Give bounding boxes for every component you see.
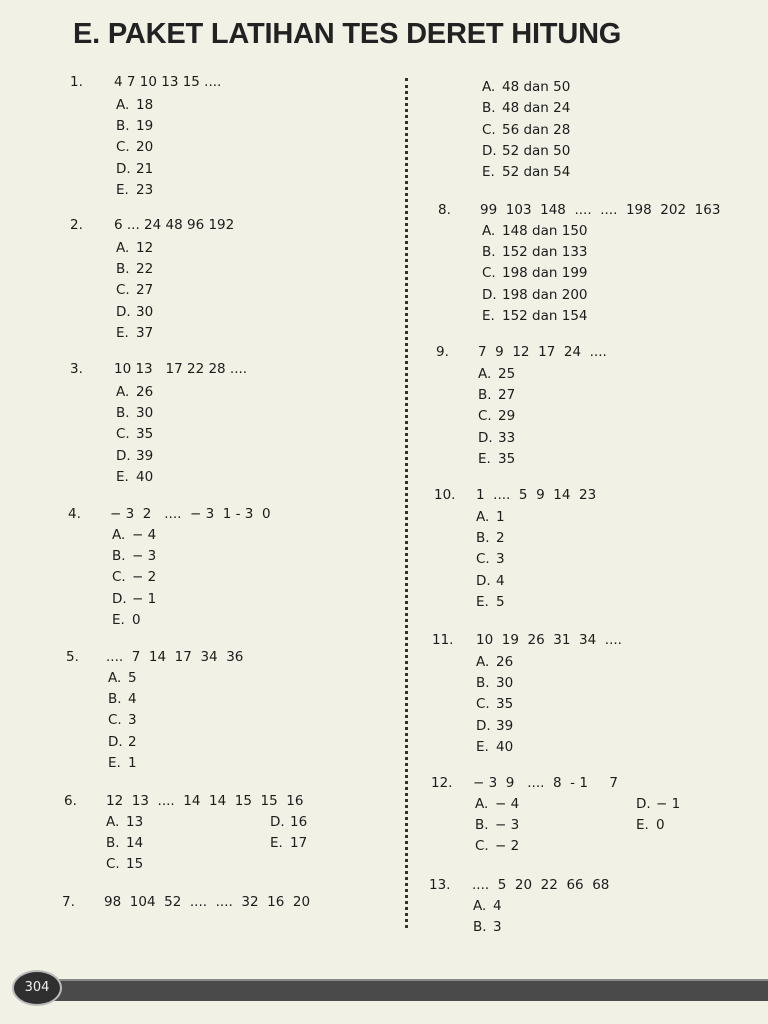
answer-option [482, 221, 588, 242]
option-value: 35 [136, 426, 154, 443]
number-sequence: 10 13 17 22 28 .... [114, 361, 248, 377]
answer-option [476, 592, 505, 613]
option-letter: B. [475, 817, 489, 833]
option-letter: B. [106, 835, 120, 851]
option-letter: A. [116, 240, 130, 256]
number-sequence: − 3 9 .... 8 - 1 7 [473, 775, 618, 791]
answer-option [476, 737, 513, 758]
answer-option [476, 571, 505, 592]
option-value: − 3 [132, 548, 157, 565]
answer-option [482, 98, 570, 119]
option-letter: C. [476, 696, 490, 713]
answer-option [116, 446, 153, 467]
answer-option [108, 710, 137, 731]
question-number: 11. [432, 632, 454, 648]
answer-option [116, 95, 153, 116]
answer-option [482, 263, 588, 284]
option-value: 152 dan 154 [502, 307, 588, 324]
option-letter: B. [112, 548, 126, 565]
number-sequence: − 3 2 .... − 3 1 - 3 0 [110, 506, 271, 522]
question-number: 5. [66, 649, 79, 665]
answer-option [482, 141, 570, 162]
option-letter: C. [116, 282, 130, 299]
option-value: 56 dan 28 [502, 121, 571, 138]
option-value: 0 [132, 611, 141, 628]
question-number: 7. [62, 894, 75, 910]
footer-bar [40, 979, 768, 1001]
answer-option [112, 589, 156, 610]
question-number: 1. [70, 74, 83, 90]
option-letter: A. [106, 814, 120, 830]
option-value: 37 [136, 324, 154, 341]
option-letter: A. [482, 79, 496, 95]
answer-option [482, 285, 588, 306]
answer-option [476, 694, 513, 715]
option-letter: B. [478, 387, 492, 404]
answer-option [270, 812, 307, 833]
option-letter: A. [108, 670, 122, 686]
option-letter: D. [116, 447, 131, 464]
option-value: 29 [498, 408, 516, 425]
option-value: 5 [128, 670, 137, 686]
option-letter: D. [108, 733, 123, 750]
option-letter: E. [478, 450, 491, 467]
answer-option [636, 794, 680, 815]
option-value: 40 [136, 468, 154, 485]
option-value: 152 dan 133 [502, 244, 588, 261]
column-divider [405, 78, 408, 928]
answer-option [473, 896, 502, 917]
answer-option [482, 77, 570, 98]
option-value: 39 [136, 447, 154, 464]
option-letter: E. [112, 611, 125, 628]
option-letter: B. [476, 675, 490, 692]
option-letter: D. [116, 160, 131, 177]
option-value: − 3 [495, 817, 520, 833]
answer-option [116, 238, 153, 259]
answer-option [476, 652, 513, 673]
number-sequence: 98 104 52 .... .... 32 16 20 [104, 894, 311, 910]
option-value: 26 [136, 384, 154, 400]
option-value: 148 dan 150 [502, 223, 588, 239]
answer-option [476, 673, 513, 694]
option-value: 3 [493, 919, 502, 936]
option-value: − 4 [132, 527, 157, 543]
option-letter: A. [476, 654, 490, 670]
number-sequence: .... 7 14 17 34 36 [106, 649, 244, 665]
option-letter: D. [636, 796, 651, 812]
option-letter: A. [476, 509, 490, 525]
option-value: 40 [496, 738, 514, 755]
option-value: 17 [290, 835, 308, 851]
answer-option [482, 242, 588, 263]
option-value: 0 [656, 817, 665, 833]
answer-option [112, 610, 141, 631]
question-number: 8. [438, 202, 451, 218]
answer-option [112, 525, 156, 546]
option-value: 198 dan 199 [502, 265, 588, 282]
option-value: 20 [136, 139, 154, 156]
question-number: 2. [70, 217, 83, 233]
option-letter: A. [473, 898, 487, 914]
option-letter: E. [116, 468, 129, 485]
answer-option [116, 280, 153, 301]
answer-option [116, 180, 153, 201]
option-value: − 1 [132, 590, 157, 607]
option-letter: E. [108, 754, 121, 771]
option-value: 1 [496, 509, 505, 525]
option-value: 19 [136, 118, 154, 135]
option-letter: D. [482, 142, 497, 159]
answer-option [475, 836, 519, 857]
option-letter: C. [476, 551, 490, 568]
answer-option [476, 716, 513, 737]
answer-option [475, 794, 519, 815]
option-value: 22 [136, 261, 154, 278]
option-letter: C. [116, 426, 130, 443]
option-letter: D. [476, 717, 491, 734]
answer-option [482, 120, 570, 141]
option-value: 4 [128, 691, 137, 708]
option-value: 14 [126, 835, 144, 851]
answer-option [116, 159, 153, 180]
option-value: 2 [496, 530, 505, 547]
option-value: 25 [498, 366, 516, 382]
option-letter: E. [270, 835, 283, 851]
answer-option [476, 507, 505, 528]
option-value: 4 [496, 572, 505, 589]
question-number: 9. [436, 344, 449, 360]
option-value: 35 [498, 450, 516, 467]
option-value: 13 [126, 814, 144, 830]
option-value: 198 dan 200 [502, 286, 588, 303]
answer-option [482, 306, 588, 327]
option-letter: A. [116, 97, 130, 113]
number-sequence: 12 13 .... 14 14 15 15 16 [106, 793, 304, 809]
answer-option [475, 815, 519, 836]
answer-option [478, 364, 515, 385]
question-number: 10. [434, 487, 456, 503]
option-letter: A. [478, 366, 492, 382]
option-letter: D. [112, 590, 127, 607]
option-letter: D. [478, 429, 493, 446]
option-value: 33 [498, 429, 516, 446]
option-value: − 1 [656, 796, 681, 812]
answer-option [270, 833, 307, 854]
option-value: 3 [496, 551, 505, 568]
answer-option [116, 382, 153, 403]
option-value: 30 [136, 405, 154, 422]
option-value: 35 [496, 696, 514, 713]
option-letter: A. [475, 796, 489, 812]
question-number: 3. [70, 361, 83, 377]
number-sequence: 10 19 26 31 34 .... [476, 632, 622, 648]
option-letter: D. [116, 303, 131, 320]
option-letter: E. [116, 324, 129, 341]
answer-option [116, 424, 153, 445]
option-letter: B. [116, 261, 130, 278]
question-number: 13. [429, 877, 451, 893]
answer-option [116, 403, 153, 424]
option-letter: B. [476, 530, 490, 547]
option-value: 21 [136, 160, 154, 177]
question-number: 6. [64, 793, 77, 809]
option-value: 12 [136, 240, 154, 256]
option-value: 39 [496, 717, 514, 734]
option-letter: E. [482, 307, 495, 324]
option-letter: B. [482, 100, 496, 117]
option-letter: D. [482, 286, 497, 303]
option-letter: D. [476, 572, 491, 589]
answer-option [106, 854, 143, 875]
option-letter: B. [116, 118, 130, 135]
answer-option [108, 753, 137, 774]
option-value: 48 dan 24 [502, 100, 571, 117]
answer-option [116, 302, 153, 323]
option-letter: C. [482, 265, 496, 282]
answer-option [112, 546, 156, 567]
question-number: 12. [431, 775, 453, 791]
option-value: 27 [498, 387, 516, 404]
option-value: 1 [128, 754, 137, 771]
answer-option [478, 449, 515, 470]
answer-option [112, 567, 156, 588]
number-sequence: 7 9 12 17 24 .... [478, 344, 607, 360]
option-letter: C. [478, 408, 492, 425]
option-value: 15 [126, 856, 144, 872]
option-value: 30 [136, 303, 154, 320]
option-letter: C. [482, 121, 496, 138]
option-value: 52 dan 50 [502, 142, 571, 159]
answer-option [116, 116, 153, 137]
option-letter: B. [473, 919, 487, 936]
answer-option [473, 917, 502, 938]
option-letter: C. [112, 569, 126, 586]
page-number: 304 [12, 970, 62, 1006]
option-value: 26 [496, 654, 514, 670]
option-letter: C. [475, 838, 489, 854]
answer-option [478, 406, 515, 427]
option-value: 4 [493, 898, 502, 914]
answer-option [108, 732, 137, 753]
answer-option [108, 689, 137, 710]
option-letter: C. [108, 712, 122, 729]
answer-option [476, 528, 505, 549]
answer-option [478, 385, 515, 406]
question-number: 4. [68, 506, 81, 522]
option-value: 3 [128, 712, 137, 729]
answer-option [116, 259, 153, 280]
option-letter: D. [270, 814, 285, 830]
option-value: 27 [136, 282, 154, 299]
option-letter: B. [116, 405, 130, 422]
answer-option [478, 428, 515, 449]
option-value: 23 [136, 181, 154, 198]
option-value: 52 dan 54 [502, 164, 571, 181]
number-sequence: 4 7 10 13 15 .... [114, 74, 222, 90]
option-value: − 2 [495, 838, 520, 854]
option-letter: A. [112, 527, 126, 543]
option-letter: E. [476, 593, 489, 610]
option-value: 18 [136, 97, 154, 113]
answer-option [482, 162, 570, 183]
number-sequence: 1 .... 5 9 14 23 [476, 487, 597, 503]
option-letter: B. [108, 691, 122, 708]
option-value: 5 [496, 593, 505, 610]
answer-option [636, 815, 665, 836]
option-value: − 4 [495, 796, 520, 812]
option-value: 16 [290, 814, 308, 830]
option-letter: E. [636, 817, 649, 833]
option-letter: C. [106, 856, 120, 872]
option-value: 2 [128, 733, 137, 750]
answer-option [108, 668, 137, 689]
answer-option [106, 833, 143, 854]
option-letter: E. [116, 181, 129, 198]
option-letter: A. [116, 384, 130, 400]
option-letter: E. [476, 738, 489, 755]
number-sequence: 6 ... 24 48 96 192 [114, 217, 235, 233]
answer-option [116, 323, 153, 344]
option-letter: A. [482, 223, 496, 239]
option-value: − 2 [132, 569, 157, 586]
answer-option [106, 812, 143, 833]
option-value: 30 [496, 675, 514, 692]
number-sequence: 99 103 148 .... .... 198 202 163 [480, 202, 721, 218]
option-letter: C. [116, 139, 130, 156]
answer-option [116, 137, 153, 158]
option-letter: E. [482, 164, 495, 181]
option-value: 48 dan 50 [502, 79, 571, 95]
answer-option [116, 467, 153, 488]
option-letter: B. [482, 244, 496, 261]
number-sequence: .... 5 20 22 66 68 [472, 877, 610, 893]
page-title: E. PAKET LATIHAN TES DERET HITUNG [73, 18, 622, 50]
answer-option [476, 549, 505, 570]
